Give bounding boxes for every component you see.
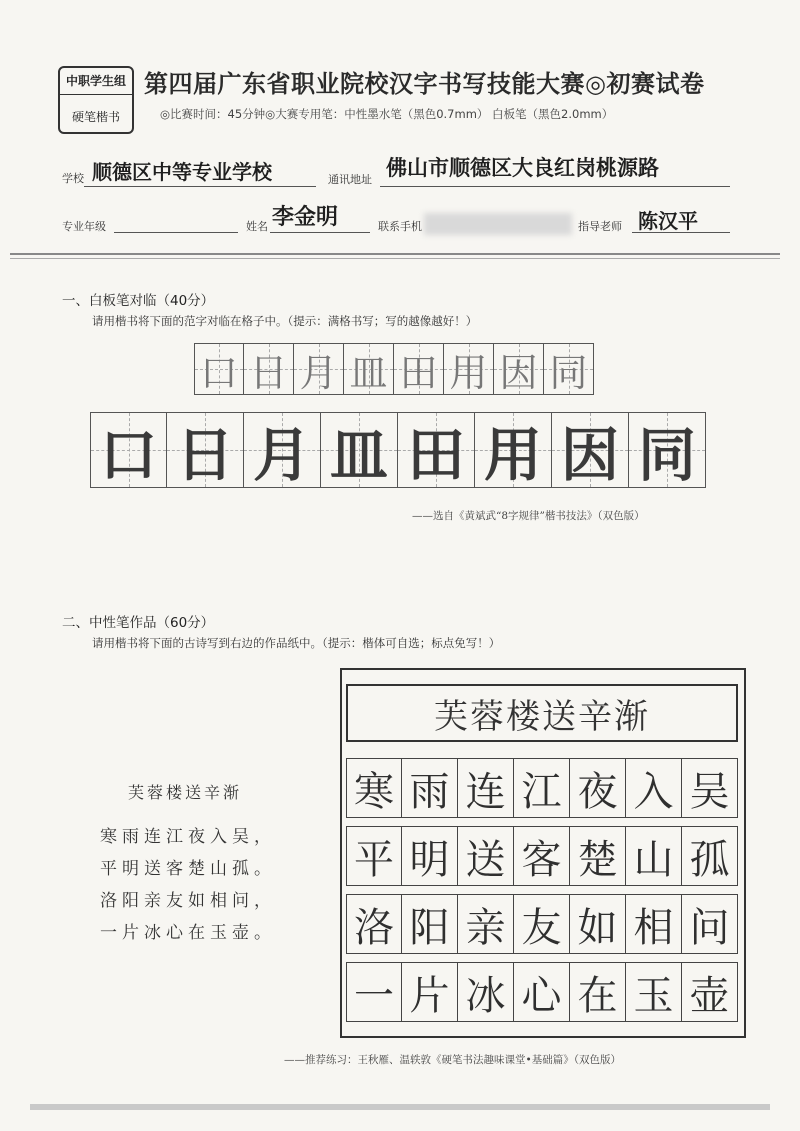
work-cell: 在 bbox=[570, 962, 626, 1022]
badge-group-label: 中职学生组 bbox=[60, 72, 132, 95]
phone-redacted bbox=[424, 213, 572, 235]
name-label: 姓名 bbox=[246, 220, 268, 233]
work-cell: 冰 bbox=[458, 962, 514, 1022]
sample-cell: 日 bbox=[244, 343, 294, 395]
poem-title: 芙蓉楼送辛渐 bbox=[128, 783, 243, 802]
teacher-underline bbox=[632, 231, 730, 233]
section1-instruction: 请用楷书将下面的范字对临在格子中。（提示：满格书写；写的越像越好！） bbox=[92, 314, 478, 328]
work-cell: 心 bbox=[514, 962, 570, 1022]
section1-credit: ——选自《黄斌武“8字规律”楷书技法》（双色版） bbox=[412, 510, 645, 522]
practice-cell: 口 bbox=[90, 412, 167, 488]
work-cell: 夜 bbox=[570, 758, 626, 818]
work-row bbox=[346, 758, 738, 818]
teacher-value: 陈汉平 bbox=[638, 209, 698, 233]
work-row bbox=[346, 894, 738, 954]
work-cell: 壶 bbox=[682, 962, 738, 1022]
work-cell: 送 bbox=[458, 826, 514, 886]
work-row bbox=[346, 962, 738, 1022]
name-underline bbox=[270, 231, 370, 233]
work-cell: 片 bbox=[402, 962, 458, 1022]
work-cell: 客 bbox=[514, 826, 570, 886]
practice-cell: 皿 bbox=[321, 412, 398, 488]
address-underline bbox=[380, 185, 730, 187]
school-label: 学校 bbox=[62, 172, 84, 185]
work-cell: 如 bbox=[570, 894, 626, 954]
badge-style-label: 硬笔楷书 bbox=[71, 110, 120, 124]
work-cell: 吴 bbox=[682, 758, 738, 818]
phone-label: 联系手机 bbox=[378, 220, 422, 233]
bottom-scan-band bbox=[30, 1104, 770, 1110]
section2-instruction: 请用楷书将下面的古诗写到右边的作品纸中。（提示：楷体可自选；标点免写！） bbox=[92, 636, 501, 650]
exam-subtitle: ◎比赛时间：45分钟◎大赛专用笔：中性墨水笔（黑色0.7mm） 白板笔（黑色2.0mm） bbox=[160, 107, 614, 121]
work-cell: 相 bbox=[626, 894, 682, 954]
work-title: 芙蓉楼送辛渐 bbox=[346, 684, 738, 742]
sample-cell: 用 bbox=[444, 343, 494, 395]
section1-title: 一、白板笔对临（40分） bbox=[62, 293, 215, 309]
practice-cell: 月 bbox=[244, 412, 321, 488]
name-value: 李金明 bbox=[272, 205, 339, 230]
work-cell: 问 bbox=[682, 894, 738, 954]
school-underline bbox=[84, 185, 316, 187]
major-label: 专业年级 bbox=[62, 220, 106, 233]
sample-cell: 同 bbox=[544, 343, 594, 395]
poem-line: 一片冰心在玉壶。 bbox=[100, 923, 276, 943]
sample-cell: 因 bbox=[494, 343, 544, 395]
practice-cell: 田 bbox=[398, 412, 475, 488]
work-cell: 寒 bbox=[346, 758, 402, 818]
work-cell: 雨 bbox=[402, 758, 458, 818]
address-value: 佛山市顺德区大良红岗桃源路 bbox=[386, 156, 659, 180]
poem-line: 洛阳亲友如相问， bbox=[100, 891, 276, 911]
work-cell: 友 bbox=[514, 894, 570, 954]
work-cell: 玉 bbox=[626, 962, 682, 1022]
exam-title: 第四届广东省职业院校汉字书写技能大赛◎初赛试卷 bbox=[144, 70, 705, 98]
section2-credit: ——推荐练习：王秋雁、温轶敦《硬笔书法趣味课堂•基础篇》（双色版） bbox=[284, 1054, 621, 1066]
practice-cell: 用 bbox=[475, 412, 552, 488]
major-underline bbox=[114, 231, 238, 233]
address-label: 通讯地址 bbox=[328, 173, 372, 186]
poem-line: 寒雨连江夜入吴， bbox=[100, 827, 276, 847]
work-cell: 楚 bbox=[570, 826, 626, 886]
sample-char-grid bbox=[194, 343, 594, 395]
work-cell: 孤 bbox=[682, 826, 738, 886]
work-cell: 江 bbox=[514, 758, 570, 818]
practice-cell: 同 bbox=[629, 412, 706, 488]
practice-cell: 因 bbox=[552, 412, 629, 488]
work-cell: 一 bbox=[346, 962, 402, 1022]
header-separator-thin bbox=[10, 258, 780, 259]
practice-cell: 日 bbox=[167, 412, 244, 488]
sample-cell: 口 bbox=[194, 343, 244, 395]
work-cell: 山 bbox=[626, 826, 682, 886]
work-row bbox=[346, 826, 738, 886]
work-cell: 连 bbox=[458, 758, 514, 818]
poem-line: 平明送客楚山孤。 bbox=[100, 859, 276, 879]
teacher-label: 指导老师 bbox=[578, 220, 622, 233]
work-cell: 阳 bbox=[402, 894, 458, 954]
header-separator bbox=[10, 253, 780, 255]
work-cell: 明 bbox=[402, 826, 458, 886]
sample-cell: 皿 bbox=[344, 343, 394, 395]
sample-cell: 田 bbox=[394, 343, 444, 395]
work-cell: 亲 bbox=[458, 894, 514, 954]
work-cell: 洛 bbox=[346, 894, 402, 954]
section2-title: 二、中性笔作品（60分） bbox=[62, 615, 215, 631]
school-value: 顺德区中等专业学校 bbox=[92, 160, 272, 184]
practice-char-grid bbox=[90, 412, 706, 488]
category-badge bbox=[58, 66, 134, 134]
work-cell: 入 bbox=[626, 758, 682, 818]
sample-cell: 月 bbox=[294, 343, 344, 395]
work-cell: 平 bbox=[346, 826, 402, 886]
